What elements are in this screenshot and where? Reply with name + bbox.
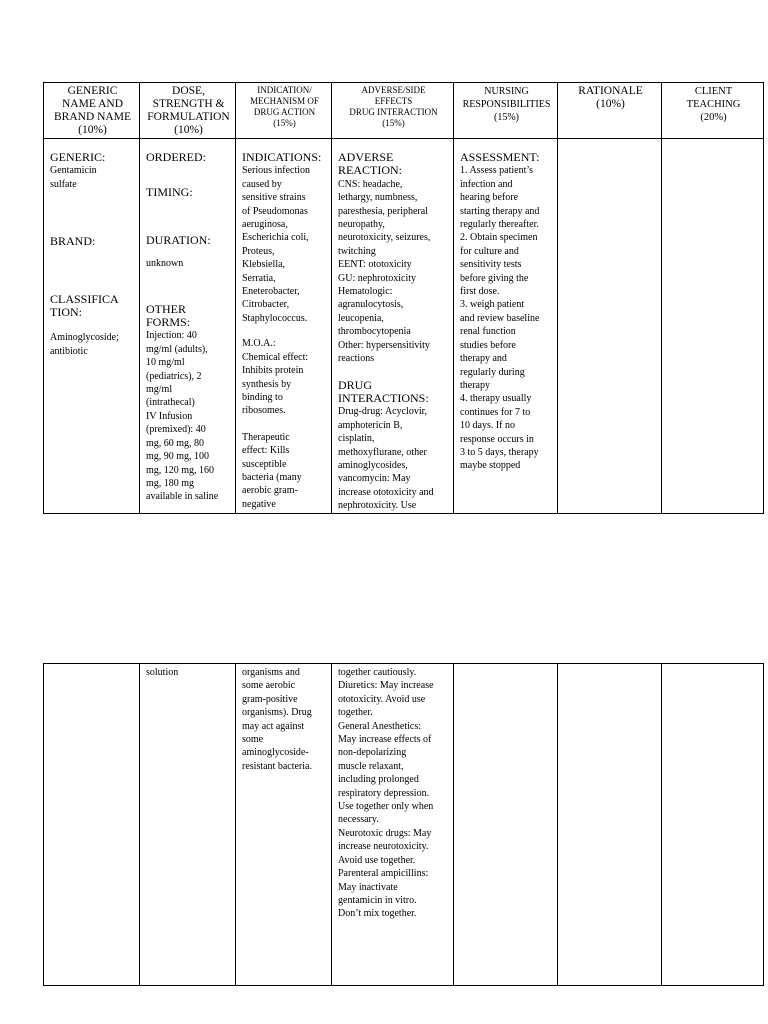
brand-label: BRAND: bbox=[50, 234, 96, 249]
indication-cell bbox=[236, 664, 332, 986]
other-forms-value: Injection: 40 mg/ml (adults), 10 mg/ml (pediatrics), 2 mg/ml (intrathecal) IV Infusion (premixed): 40 mg, 60 mg, 80 mg, 90 mg, 100 mg, 120 mg, 160 mg, 180 mg available in saline bbox=[146, 330, 219, 503]
header-line: (15%) bbox=[273, 118, 296, 128]
duration-label: DURATION: bbox=[146, 232, 211, 247]
dose-cell bbox=[140, 664, 236, 986]
assessment-label: ASSESSMENT: bbox=[460, 150, 540, 164]
header-nursing bbox=[454, 83, 558, 139]
header-row bbox=[44, 83, 764, 139]
nursing-cell bbox=[454, 139, 558, 514]
rationale-cell bbox=[558, 664, 662, 986]
header-dose bbox=[140, 83, 236, 139]
header-line: CLIENT bbox=[694, 86, 733, 97]
header-line: TEACHING bbox=[686, 99, 741, 110]
generic-label: GENERIC: bbox=[50, 150, 106, 164]
header-line: (10%) bbox=[174, 124, 203, 136]
interactions-value: Drug-drug: Acyclovir, amphotericin B, cisplatin, methoxyflurane, other aminoglycosides, vancomycin: May increase ototoxicity and nephrotoxicity. Use bbox=[338, 406, 434, 512]
header-line: GENERIC bbox=[67, 85, 118, 97]
client-teaching-cell bbox=[662, 139, 764, 514]
client-teaching-cell bbox=[662, 664, 764, 986]
moa-label: M.O.A.: bbox=[242, 338, 276, 350]
drug-row bbox=[44, 139, 764, 514]
drug-study-table-page-1 bbox=[43, 82, 764, 514]
adverse-continued: together cautiously. Diuretics: May increase ototoxicity. Avoid use together. General Anesthetics: May increase effects of non-depolarizing muscle relaxant, including prolonged respiratory depression. Use together only when necessary. Neurotoxic drugs: May increase neurotoxicity. Avoid use together. Parenteral ampicillins: May inactivate gentamicin in vitro. Don’t mix together. bbox=[338, 667, 434, 920]
header-line: (15%) bbox=[382, 118, 405, 128]
header-line: FORMULATION bbox=[147, 111, 230, 123]
classification-label: CLASSIFICA TION: bbox=[50, 291, 119, 320]
header-line: NURSING bbox=[484, 86, 529, 97]
dose-cell bbox=[140, 139, 236, 514]
nursing-cell bbox=[454, 664, 558, 986]
header-line: NAME AND bbox=[61, 98, 123, 110]
header-line: DRUG ACTION bbox=[253, 107, 316, 117]
indications-value: Serious infection caused by sensitive strains of Pseudomonas aeruginosa, Escherichia coli, Proteus, Klebsiella, Serratia, Eneterobacter, Citrobacter, Staphylococcus. bbox=[242, 165, 311, 324]
header-line: DRUG INTERACTION bbox=[349, 107, 438, 117]
generic-value: Gentamicin sulfate bbox=[50, 165, 97, 190]
therapeutic-effect: Therapeutic effect: Kills susceptible bacteria (many aerobic gram- negative bbox=[242, 431, 302, 510]
header-line: DOSE, bbox=[172, 85, 205, 97]
header-line: EFFECTS bbox=[374, 96, 413, 106]
header-line: ADVERSE/SIDE bbox=[361, 85, 426, 95]
header-rationale bbox=[558, 83, 662, 139]
drug-row-continued bbox=[44, 664, 764, 986]
adverse-label: ADVERSE REACTION: bbox=[338, 150, 402, 178]
adverse-cell bbox=[332, 139, 454, 514]
indications-label: INDICATIONS: bbox=[242, 150, 322, 164]
header-line: (10%) bbox=[78, 124, 107, 136]
indication-cell bbox=[236, 139, 332, 514]
duration-value: unknown bbox=[146, 258, 184, 270]
adverse-value: CNS: headache, lethargy, numbness, paresthesia, peripheral neuropathy, neurotoxicity, seizures, twitching EENT: ototoxicity GU: nephrotoxicity Hematologic: agranulocytosis, leucopenia, thrombocytopenia Other: hypersensitivity reactions bbox=[338, 178, 431, 365]
header-line: RATIONALE bbox=[578, 85, 643, 97]
header-generic-brand bbox=[44, 83, 140, 139]
assessment-value: 1. Assess patient’s infection and hearing before starting therapy and regularly thereafter. 2. Obtain specimen for culture and sensitivity tests before giving the first dose. 3. weigh patient and review baseline renal function studies before therapy and regularly during therapy 4. therapy usually continues for 7 to 10 days. If no response occurs in 3 to 5 days, therapy maybe stopped bbox=[460, 165, 540, 472]
header-line: MECHANISM OF bbox=[250, 96, 319, 106]
generic-brand-cell bbox=[44, 139, 140, 514]
classification-value: Aminoglycoside; antibiotic bbox=[50, 332, 119, 357]
interactions-label: DRUG INTERACTIONS: bbox=[338, 377, 429, 405]
other-forms-label: OTHER FORMS: bbox=[146, 301, 191, 330]
generic-brand-cell bbox=[44, 664, 140, 986]
indication-continued: organisms and some aerobic gram-positive organisms). Drug may act against some aminoglycoside- resistant bacteria. bbox=[242, 667, 312, 772]
drug-study-table-page-2 bbox=[43, 663, 764, 986]
adverse-cell bbox=[332, 664, 454, 986]
ordered-label: ORDERED: bbox=[146, 150, 206, 164]
rationale-cell bbox=[558, 139, 662, 514]
dose-continued: solution bbox=[146, 667, 179, 678]
header-line: STRENGTH & bbox=[152, 98, 225, 110]
header-line: BRAND NAME bbox=[54, 111, 131, 123]
header-client-teaching bbox=[662, 83, 764, 139]
header-line: (10%) bbox=[596, 98, 625, 110]
moa-value: Chemical effect: Inhibits protein synthesis by binding to ribosomes. bbox=[242, 351, 309, 417]
header-line: (15%) bbox=[494, 112, 519, 123]
header-line: INDICATION/ bbox=[257, 85, 312, 95]
header-line: (20%) bbox=[700, 112, 727, 123]
timing-label: TIMING: bbox=[146, 185, 193, 200]
header-indication bbox=[236, 83, 332, 139]
header-adverse bbox=[332, 83, 454, 139]
header-line: RESPONSIBILITIES bbox=[462, 99, 551, 110]
